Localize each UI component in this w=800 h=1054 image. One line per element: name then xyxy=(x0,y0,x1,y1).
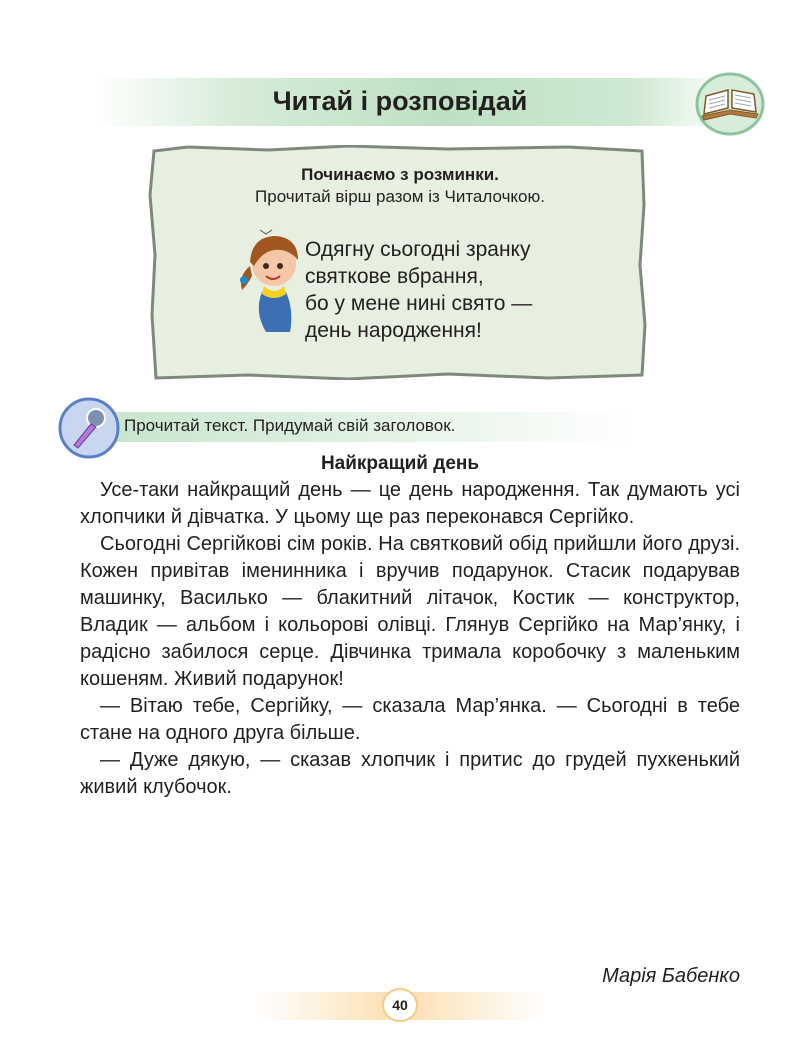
poem-line: день народження! xyxy=(305,319,482,342)
story-paragraph: Сьогодні Сергійкові сім років. На святковий обід прийшли його друзі. Кожен привітав іменинника і вручив подарунок. Стасик подарував машинку, Василько — блакитний літачок, Костик — конструктор, Владик — альбом і кольорові олівці. Глянув Сергійко на Мар’янку, і радісно забилося серце. Дівчинка тримала коробочку з маленьким кошеням. Живий подарунок! xyxy=(80,533,740,690)
story-paragraph: — Вітаю тебе, Сергійку, — сказала Мар’янка. — Сьогодні в тебе стане на одного друга більше. xyxy=(80,695,740,744)
open-book-icon xyxy=(694,72,766,136)
story-paragraph: — Дуже дякую, — сказав хлопчик і притис до грудей пухкенький живий клубочок. xyxy=(80,749,740,798)
poem-line: святкове вбрання, xyxy=(305,265,484,288)
section-title: Читай і розповідай xyxy=(272,86,528,116)
story-text xyxy=(80,477,740,801)
chytalochka-girl-illustration xyxy=(232,222,310,334)
task-instruction: Прочитай текст. Придумай свій заголовок. xyxy=(124,416,456,435)
warmup-instruction: Прочитай вірш разом із Читалочкою. xyxy=(255,187,545,206)
story-paragraph: Усе-таки найкращий день — це день народження. Так думають усі хлопчики й дівчатка. У цьому ще раз переконався Сергійко. xyxy=(80,479,740,528)
microphone-icon xyxy=(58,397,120,459)
poem-line: бо у мене нині свято — xyxy=(305,292,533,315)
poem-line: Одягну сьогодні зранку xyxy=(305,238,531,261)
story-author: Марія Бабенко xyxy=(602,965,740,987)
page-number: 40 xyxy=(382,988,418,1022)
warmup-poem xyxy=(305,236,532,344)
warmup-heading: Починаємо з розминки. xyxy=(301,165,499,184)
story-title: Найкращий день xyxy=(320,453,480,474)
